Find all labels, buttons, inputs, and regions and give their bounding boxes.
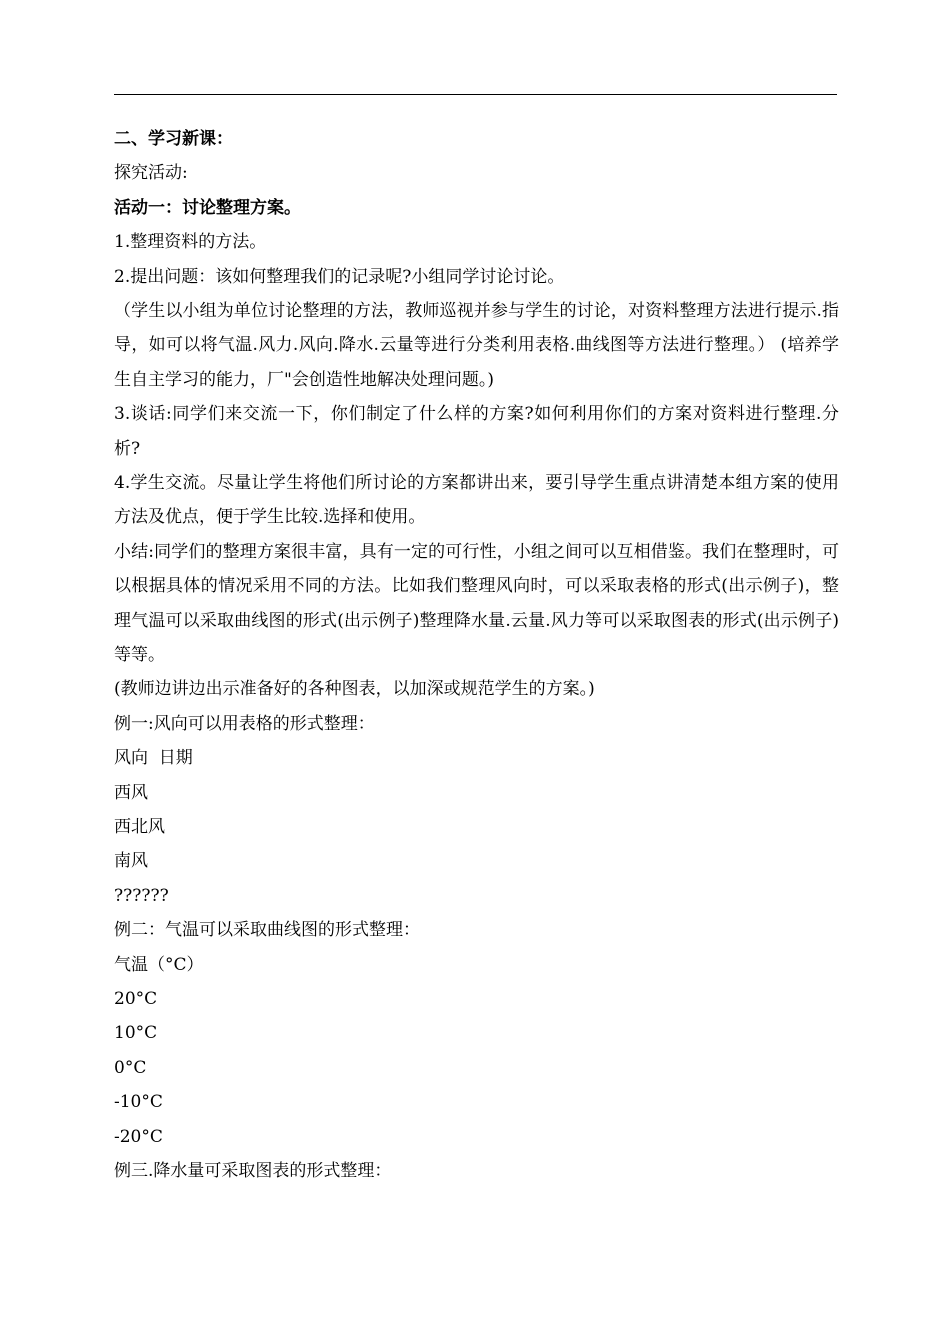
example-2-tick: 0°C (114, 1057, 147, 1078)
header-rule (114, 94, 837, 95)
explore-label: 探究活动: (114, 163, 188, 184)
example-2-axis-label: 气温（°C） (114, 954, 204, 975)
example-1-row: ?????? (114, 885, 169, 906)
teacher-note-1: （学生以小组为单位讨论整理的方法，教师巡视并参与学生的讨论，对资料整理方法进行提示.指导，如可以将气温.风力.风向.降水.云量等进行分类利用表格.曲线图等方法进行整理。） (培养学生自主学习的能力，厂"会创造性地解决处理问题。) (114, 300, 839, 390)
example-2-title: 例二：气温可以采取曲线图的形式整理： (114, 920, 420, 941)
example-2-tick: 20°C (114, 988, 158, 1009)
item-1: 1.整理资料的方法。 (114, 232, 267, 253)
document-content (114, 122, 839, 1188)
item-2: 2.提出问题：该如何整理我们的记录呢?小组同学讨论讨论。 (114, 266, 565, 287)
summary-paragraph: 小结:同学们的整理方案很丰富，具有一定的可行性，小组之间可以互相借鉴。我们在整理时，可以根据具体的情况采用不同的方法。比如我们整理风向时，可以采取表格的形式(出示例子)，整理气温可以采取曲线图的形式(出示例子)整理降水量.云量.风力等可以采取图表的形式(出示例子)等等。 (114, 541, 839, 666)
teacher-note-2: (教师边讲边出示准备好的各种图表，以加深或规范学生的方案。) (114, 679, 595, 700)
example-1-header: 风向 日期 (114, 748, 193, 769)
example-2-tick: 10°C (114, 1023, 158, 1044)
section-heading: 二、学习新课： (114, 129, 233, 149)
example-2-tick: -10°C (114, 1092, 163, 1113)
item-3: 3.谈话:同学们来交流一下，你们制定了什么样的方案?如何利用你们的方案对资料进行整理.分析? (114, 404, 839, 459)
item-4: 4.学生交流。尽量让学生将他们所讨论的方案都讲出来，要引导学生重点讲清楚本组方案的使用方法及优点，便于学生比较.选择和使用。 (114, 472, 839, 528)
example-3-title: 例三.降水量可采取图表的形式整理： (114, 1160, 392, 1181)
example-1-row: 西风 (114, 782, 148, 803)
example-1-row: 西北风 (114, 816, 165, 837)
activity-heading: 活动一：讨论整理方案。 (114, 197, 301, 218)
example-2-tick: -20°C (114, 1126, 163, 1147)
example-1-title: 例一:风向可以用表格的形式整理： (114, 713, 375, 734)
example-1-row: 南风 (114, 851, 148, 872)
